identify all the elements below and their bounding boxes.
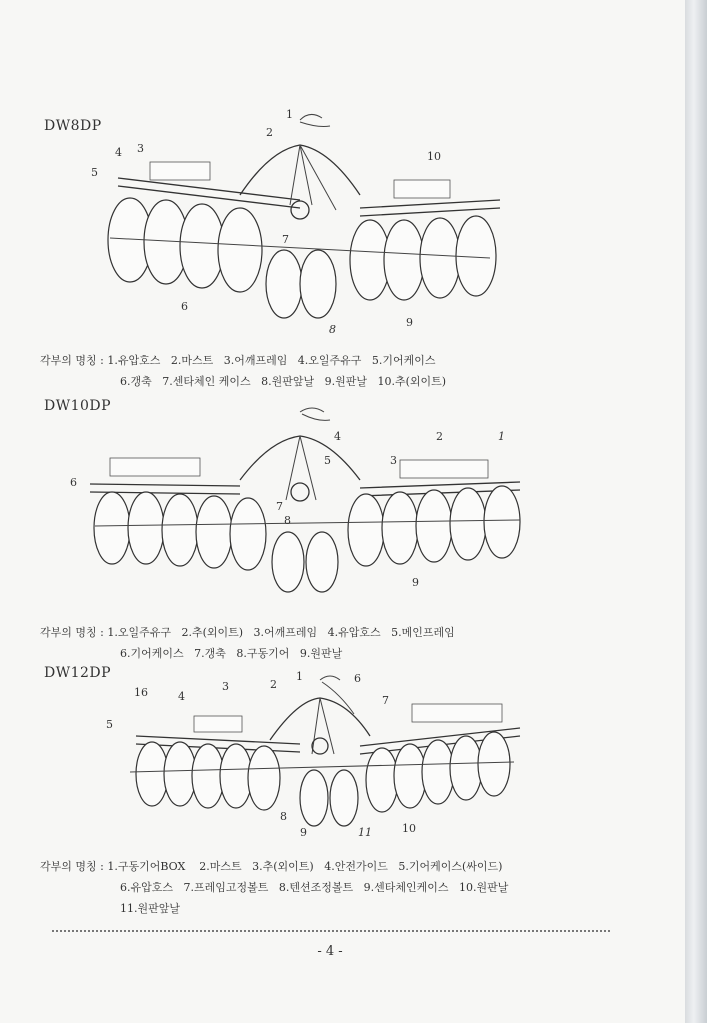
disc	[416, 490, 452, 562]
dw8dp-weight-left	[150, 162, 210, 180]
disc	[196, 496, 232, 568]
dw12dp-label-7: 7	[382, 694, 389, 707]
disc	[94, 492, 130, 564]
disc	[306, 532, 338, 592]
disc	[164, 742, 196, 806]
dw8dp-label-4: 4	[115, 146, 122, 159]
disc	[330, 770, 358, 826]
disc	[450, 488, 486, 560]
disc	[420, 218, 460, 298]
dw10dp-caption	[40, 622, 455, 664]
dw12dp-label-1: 1	[296, 670, 303, 683]
dw12dp-right-gang	[366, 732, 510, 812]
dw8dp-label-6: 6	[181, 300, 188, 313]
page-edge	[685, 0, 707, 1023]
dw10dp-label-3: 3	[390, 454, 397, 467]
dw10dp-label-2: 2	[436, 430, 443, 443]
dw8dp-right-gang	[350, 216, 496, 300]
dw12dp-label-5: 5	[106, 718, 113, 731]
dw8dp-hydraulic-hose	[300, 114, 330, 126]
dw8dp-label-8: 8	[329, 323, 336, 336]
caption-line1: 1.유압호스 2.마스트 3.어깨프레임 4.오일주유구 5.기어케이스	[107, 354, 436, 367]
dw10dp-weight-right	[400, 460, 488, 478]
dw12dp-label-10: 10	[402, 822, 416, 835]
dw12dp-weight-left	[194, 716, 242, 732]
dw8dp-label-3: 3	[137, 142, 144, 155]
dw12dp-label-4: 4	[178, 690, 185, 703]
disc	[128, 492, 164, 564]
caption-line2: 6.기어케이스 7.갱축 8.구동기어 9.원판날	[120, 647, 343, 660]
disc	[422, 740, 454, 804]
dw8dp-label-9: 9	[406, 316, 413, 329]
dw10dp-front-discs	[272, 532, 338, 592]
section-title-dw8dp: DW8DP	[44, 118, 102, 134]
dw10dp-label-5: 5	[324, 454, 331, 467]
dw12dp-label-2: 2	[270, 678, 277, 691]
dw8dp-label-1: 1	[286, 108, 293, 121]
disc	[484, 486, 520, 558]
disc	[192, 744, 224, 808]
caption-line1: 1.오일주유구 2.추(외이트) 3.어깨프레임 4.유압호스 5.메인프레임	[107, 626, 455, 639]
dw8dp-label-5: 5	[91, 166, 98, 179]
dw8dp-caption	[40, 350, 446, 392]
dw10dp-hydraulic-hose	[300, 408, 330, 420]
disc	[366, 748, 398, 812]
footer-rule	[52, 930, 610, 932]
dw8dp-label-2: 2	[266, 126, 273, 139]
dw12dp-diagram	[0, 670, 560, 850]
disc	[230, 498, 266, 570]
disc	[300, 250, 336, 318]
caption-line2: 6.갱축 7.센타체인 케이스 8.원판앞날 9.원판날 10.추(외이트)	[120, 375, 447, 388]
dw10dp-mast	[240, 436, 360, 480]
dw10dp-label-1: 1	[498, 430, 505, 443]
dw12dp-left-gang	[136, 742, 280, 810]
dw8dp-shoulder-frame	[118, 178, 300, 208]
dw10dp-right-gang	[348, 486, 520, 566]
dw8dp-weight-right	[394, 180, 450, 198]
dw10dp-label-8: 8	[284, 514, 291, 527]
caption-lead: 각부의 명칭 :	[40, 860, 104, 873]
dw8dp-front-discs	[266, 250, 336, 318]
dw12dp-mast	[270, 698, 370, 740]
dw8dp-mast	[240, 145, 360, 195]
dw12dp-drive-gear-box	[312, 738, 328, 754]
dw10dp-diagram	[0, 400, 560, 600]
disc	[394, 744, 426, 808]
disc	[136, 742, 168, 806]
disc	[266, 250, 302, 318]
dw10dp-left-gang	[94, 492, 266, 570]
dw10dp-label-7: 7	[276, 500, 283, 513]
disc	[180, 204, 224, 288]
dw12dp-front-discs	[300, 770, 358, 826]
dw12dp-caption	[40, 856, 508, 919]
dw12dp-label-9: 9	[300, 826, 307, 839]
dw8dp-label-10: 10	[427, 150, 441, 163]
section-title-dw12dp: DW12DP	[44, 665, 112, 681]
dw8dp-main-frame	[360, 200, 500, 216]
caption-lead: 각부의 명칭 :	[40, 354, 104, 367]
caption-lead: 각부의 명칭 :	[40, 626, 104, 639]
dw10dp-label-4: 4	[334, 430, 341, 443]
disc	[218, 208, 262, 292]
disc	[384, 220, 424, 300]
dw12dp-label-11: 11	[358, 826, 372, 839]
caption-line3: 11.원판앞날	[120, 902, 180, 915]
caption-line2: 6.유압호스 7.프레임고정볼트 8.텐션조정볼트 9.센타체인케이스 10.원판날	[120, 881, 509, 894]
dw8dp-diagram	[0, 100, 560, 340]
dw10dp-label-9: 9	[412, 576, 419, 589]
disc	[272, 532, 304, 592]
page-number: - 4 -	[317, 944, 343, 959]
dw12dp-label-8: 8	[280, 810, 287, 823]
disc	[162, 494, 198, 566]
dw12dp-label-16: 16	[134, 686, 148, 699]
disc	[382, 492, 418, 564]
dw10dp-label-6: 6	[70, 476, 77, 489]
disc	[456, 216, 496, 296]
caption-line1: 1.구동기어BOX 2.마스트 3.추(외이트) 4.안전가이드 5.기어케이스(싸이드)	[107, 860, 503, 873]
disc	[348, 494, 384, 566]
disc	[220, 744, 252, 808]
disc	[300, 770, 328, 826]
disc	[450, 736, 482, 800]
dw12dp-label-6: 6	[354, 672, 361, 685]
section-title-dw10dp: DW10DP	[44, 398, 112, 414]
dw8dp-label-7: 7	[282, 233, 289, 246]
dw10dp-drive-gear	[291, 483, 309, 501]
dw8dp-center-gear	[291, 201, 309, 219]
disc	[478, 732, 510, 796]
dw12dp-hydraulic-hose	[320, 676, 354, 714]
dw10dp-weight-left	[110, 458, 200, 476]
dw12dp-weight-right	[412, 704, 502, 722]
disc	[248, 746, 280, 810]
dw12dp-label-3: 3	[222, 680, 229, 693]
